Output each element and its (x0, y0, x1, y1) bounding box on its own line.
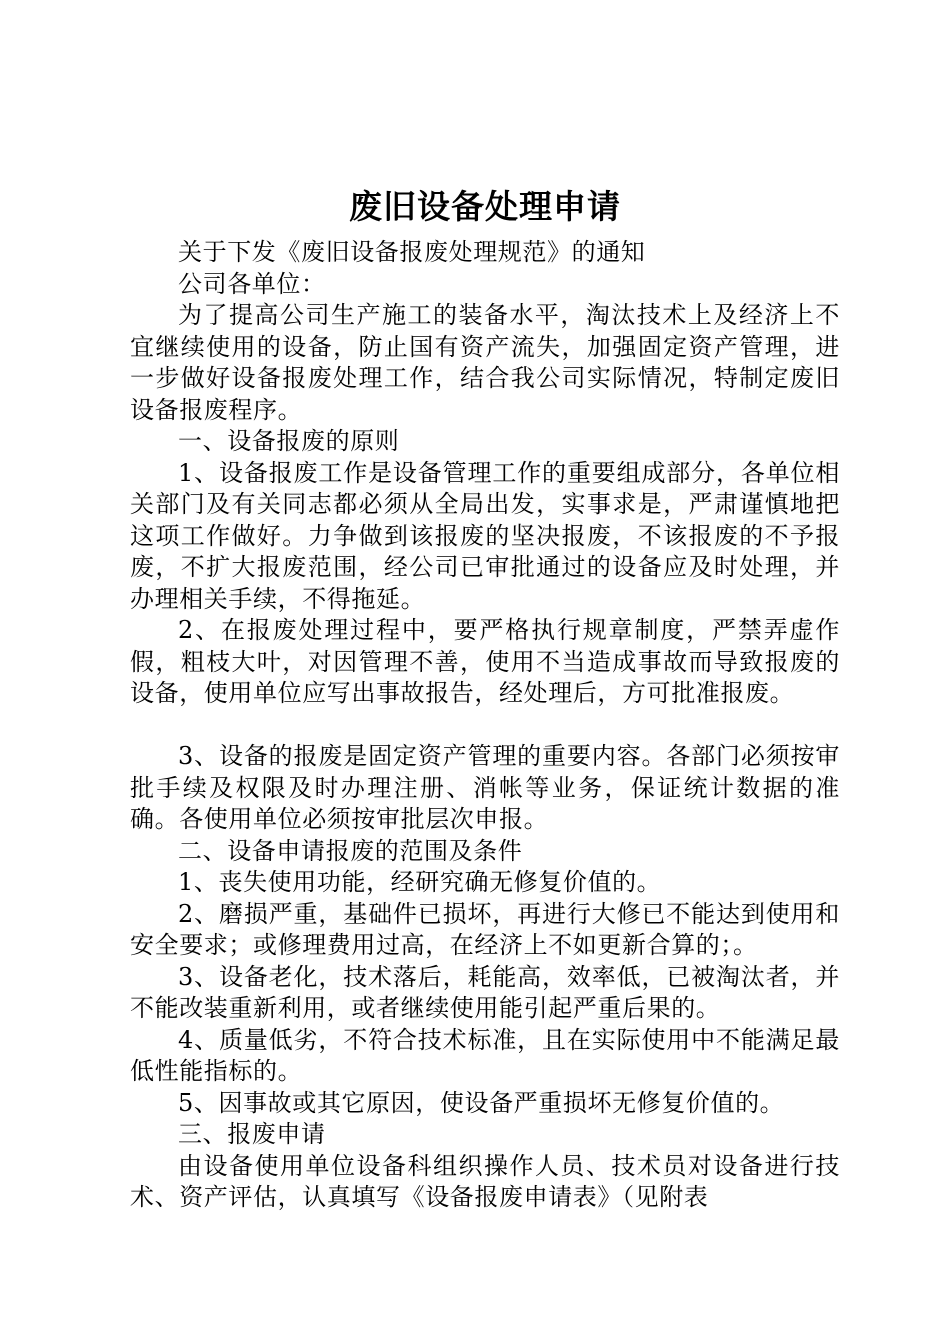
blank-line (130, 710, 840, 742)
salutation: 公司各单位： (178, 269, 326, 298)
condition-item: 1、丧失使用功能，经研究确无修复价值的。 (178, 868, 662, 896)
principle-item: 2、在报废处理过程中，要严格执行规章制度，严禁弄虚作假，粗枝大叶，对因管理不善，使用不当造成事故而导致报废的设备，使用单位应写出事故报告，经处理后，方可批准报废。 (130, 616, 840, 707)
condition-item: 5、因事故或其它原因，使设备严重损坏无修复价值的。 (178, 1088, 785, 1117)
condition-item: 3、设备老化，技术落后，耗能高，效率低，已被淘汰者，并不能改装重新利用，或者继续使用能引起严重后果的。 (130, 962, 840, 1022)
section-heading-scope: 二、设备申请报废的范围及条件 (178, 836, 523, 865)
principle-item: 3、设备的报废是固定资产管理的重要内容。各部门必须按审批手续及权限及时办理注册、消帐等业务，保证统计数据的准确。各使用单位必须按审批层次申报。 (130, 742, 840, 833)
notice-title: 关于下发《废旧设备报废处理规范》的通知 (178, 238, 646, 266)
application-paragraph: 由设备使用单位设备科组织操作人员、技术员对设备进行技术、资产评估，认真填写《设备报废申请表》（见附表 (130, 1151, 840, 1211)
condition-item: 2、磨损严重，基础件已损坏，再进行大修已不能达到使用和安全要求；或修理费用过高，在经济上不如更新合算的；。 (130, 899, 840, 959)
section-heading-application: 三、报废申请 (178, 1120, 326, 1148)
section-heading-principles: 一、设备报废的原则 (178, 427, 400, 455)
document-title: 废旧设备处理申请 (349, 187, 621, 226)
condition-item: 4、质量低劣，不符合技术标准，且在实际使用中不能满足最低性能指标的。 (130, 1025, 840, 1085)
intro-paragraph: 为了提高公司生产施工的装备水平，淘汰技术上及经济上不宜继续使用的设备，防止国有资产流失，加强固定资产管理，进一步做好设备报废处理工作，结合我公司实际情况，特制定废旧设备报废程序。 (130, 301, 840, 424)
principle-item: 1、设备报废工作是设备管理工作的重要组成部分，各单位相关部门及有关同志都必须从全局出发，实事求是，严肃谨慎地把这项工作做好。力争做到该报废的坚决报废，不该报废的不予报废，不扩大报废范围，经公司已审批通过的设备应及时处理，并办理相关手续，不得拖延。 (130, 458, 840, 613)
document-page (130, 183, 840, 1214)
